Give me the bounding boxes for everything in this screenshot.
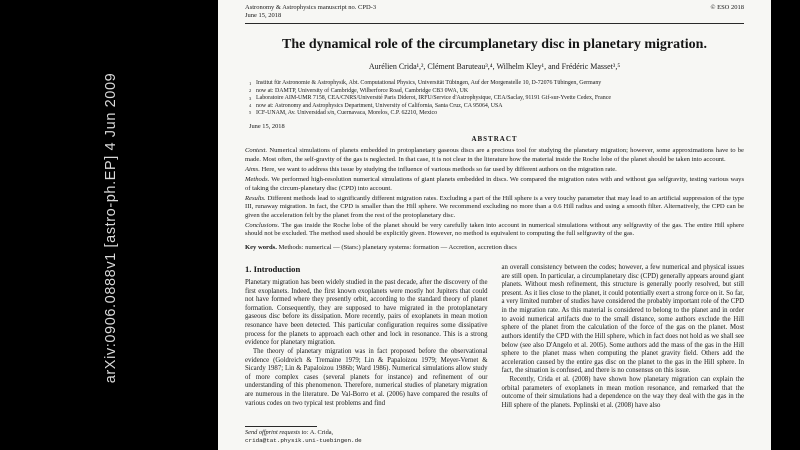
footnote-contact: A. Crida, [309,429,334,437]
affiliation-text: now at: DAMTP, University of Cambridge, Wilberforce Road, Cambridge CB3 0WA, UK [256,87,469,94]
left-column [245,264,488,411]
keywords-text: Methods: numerical — (Stars:) planetary systems: formation — Accretion, accretion discs [278,243,517,251]
body-paragraph: Recently, Crida et al. (2008) have shown how planetary migration can explain the orbital parameters of exoplanets in mean motion resonance, and remarked that the outcome of their simulations had a dependence on the way they deal with the gas in the Hill sphere of the planets. Peplinski et al. (2008) have also [501,376,744,409]
contact-email: crida@tat.physik.uni-tuebingen.de [245,437,362,445]
affiliation-item [249,110,744,117]
affiliations-list [249,80,744,117]
footnote-label: Send offprint requests to: [245,429,309,437]
abstract-conclusions-label: Conclusions. [245,221,280,229]
affiliation-number: 2 [249,88,252,94]
copyright-notice: © ESO 2018 [710,4,744,11]
section-heading-introduction: 1. Introduction [245,263,301,274]
abstract-conclusions [245,222,744,239]
abstract-context-label: Context. [245,147,268,155]
abstract-aims [245,166,744,175]
affiliation-text: now at: Astronomy and Astrophysics Department, University of California, Santa Cruz, CA 95064, USA [256,102,503,109]
affiliation-text: Laboratoire AIM-UMR 7158, CEA/CNRS/Université Paris Diderot, IRFU/Service d'Astrophysique, CEA/Saclay, 91191 Gif-sur-Yvette Cedex, France [256,95,611,102]
abstract-aims-label: Aims. [245,165,260,173]
offprint-footnote [245,424,491,445]
abstract-results-label: Results. [245,194,266,202]
affiliation-item [249,80,744,87]
abstract-context [245,147,744,164]
keywords-label: Key words. [245,243,277,251]
abstract-methods-label: Methods. [245,175,270,183]
affiliation-number: 5 [249,110,252,116]
running-head [245,4,744,24]
abstract-methods [245,176,744,193]
arxiv-watermark-text: arXiv:0906.0888v1 [astro-ph.EP] 4 Jun 2009 [103,72,119,384]
abstract-context-text: Numerical simulations of planets embedded in protoplanetary gaseous discs are a precious tool for studying the planetary migration; however, some approximations have to be made. Most often, the self-gravity of the gas is neglected. In that case, it is not clear in the literature how the material inside the Roche lobe of the planet should be taken into account. [245,147,744,163]
abstract-results [245,195,744,221]
abstract-methods-text: We performed high-resolution numerical simulations of giant planets embedded in discs. We compared the migration rates with and without gas selfgravity, testing various ways of taking the circum-planetary disc (CPD) into account. [245,175,745,192]
authors-line: Aurélien Crida¹,², Clément Baruteau³,⁴, Wilhelm Kley¹, and Frédéric Masset³,⁵ [368,62,621,72]
abstract-conclusions-text: The gas inside the Roche lobe of the planet should be very carefully taken into account in numerical simulations without any selfgravity of the gas. The entire Hill sphere should not be excluded. The method used should be explicitly given. However, no method is equivalent to computing the full selfgravity of the gas. [245,221,745,238]
intro-paragraph: Planetary migration has been widely studied in the past decade, after the discovery of the first exoplanets. Indeed, the first known exoplanets were mostly hot Jupiters that could not have formed where they presently orbit, according to the standard theory of planet formation. Consequently, they are supposed to have migrated in the protoplanetary gaseous disc before its dissipation. More recently, pairs of exoplanets in mean motion resonance have been detected. This particular configuration requires some dissipative process for the planets to approach each other and lock in resonance. This is a strong evidence for planetary migration. [245,278,488,347]
abstract-heading: ABSTRACT [471,135,518,144]
running-head-left [245,4,376,21]
abstract-results-text: Different methods lead to significantly different migration rates. Excluding a part of the Hill sphere is a very touchy parameter that may lead to an artificial suppression of the type III, runaway migration. In fact, the CPD is smaller than the Hill sphere. We recommend excluding no more than a 0.6 Hill radius and using a smooth filter. Alternatively, the CPD can be given the acceleration felt by the planet from the rest of the protoplanetary disc. [245,194,744,219]
paper-title: The dynamical role of the circumplanetary disc in planetary migration. [282,36,707,52]
affiliation-item [249,95,744,102]
body-paragraph: an overall consistency between the codes; however, a few numerical and physical issues are still open. In particular, a circumplanetary disc (CPD) generally appears around giant planets. Without mesh refinement, this structure is generally poorly resolved, but still present. As it lies close to the planet, it could potentially exert a strong force on it. So far, a very limited number of studies have considered the probably important role of the CPD in the migration rate. As this material is considered to belong to the planet and in order to avoid numerical artifacts due to the small distance, some authors exclude the Hill sphere of the planet from the calculation of the force of the gas on the planet. Most authors identify the CPD with the Hill sphere, which in fact does not hold as we shall see below (see also D'Angelo et al. 2005). Some authors add the mass of the gas in the Hill sphere to the planet mass when computing the planet gravity field. Others add the acceleration caused by the entire gas disc on the planet to the gas in the Hill sphere. In fact, the situation is confused, and there is no consensus on this issue. [501,263,744,375]
affiliation-text: ICF-UNAM, Av. Universidad s/n, Cuernavaca, Morelos, C.P. 62210, Mexico [256,109,438,116]
affiliation-text: Institut für Astronomie & Astrophysik, Abt. Computational Physics, Universität Tübingen, Auf der Morgenstelle 10, D-72076 Tübingen, Germany [256,80,602,87]
header-date: June 15, 2018 [245,12,282,20]
two-column-body [245,264,744,411]
keywords-line [245,244,744,251]
manuscript-line: Astronomy & Astrophysics manuscript no. CPD-3 [245,4,377,11]
footnote-request-line [245,429,491,437]
affiliation-item [249,103,744,110]
paper-page [218,0,771,450]
footnote-rule [245,426,317,427]
arxiv-watermark [103,73,119,384]
affiliation-number: 3 [249,95,252,101]
affiliation-number: 1 [249,80,252,86]
right-column [502,264,745,411]
abstract-aims-text: Here, we want to address this issue by studying the influence of various methods so far used by different authors on the migration rate. [261,165,617,173]
intro-paragraph: The theory of planetary migration was in fact proposed before the observational evidence (Goldreich & Tremaine 1979; Lin & Papaloizou 1979; Meyer-Vernet & Sicardy 1987; Lin & Papaloizou 1986b; Ward 1986). Numerical simulations allow study of more complex cases (several planets for instance) and refinement of our understanding of this phenomenon. Therefore, numerical studies of planetary migration are numerous in the literature. De Val-Borro et al. (2006) have compared the results of various codes on two typical test problems and find [245,347,488,407]
submission-date: June 15, 2018 [249,123,285,131]
abstract-block [245,147,744,239]
affiliation-number: 4 [249,103,252,109]
